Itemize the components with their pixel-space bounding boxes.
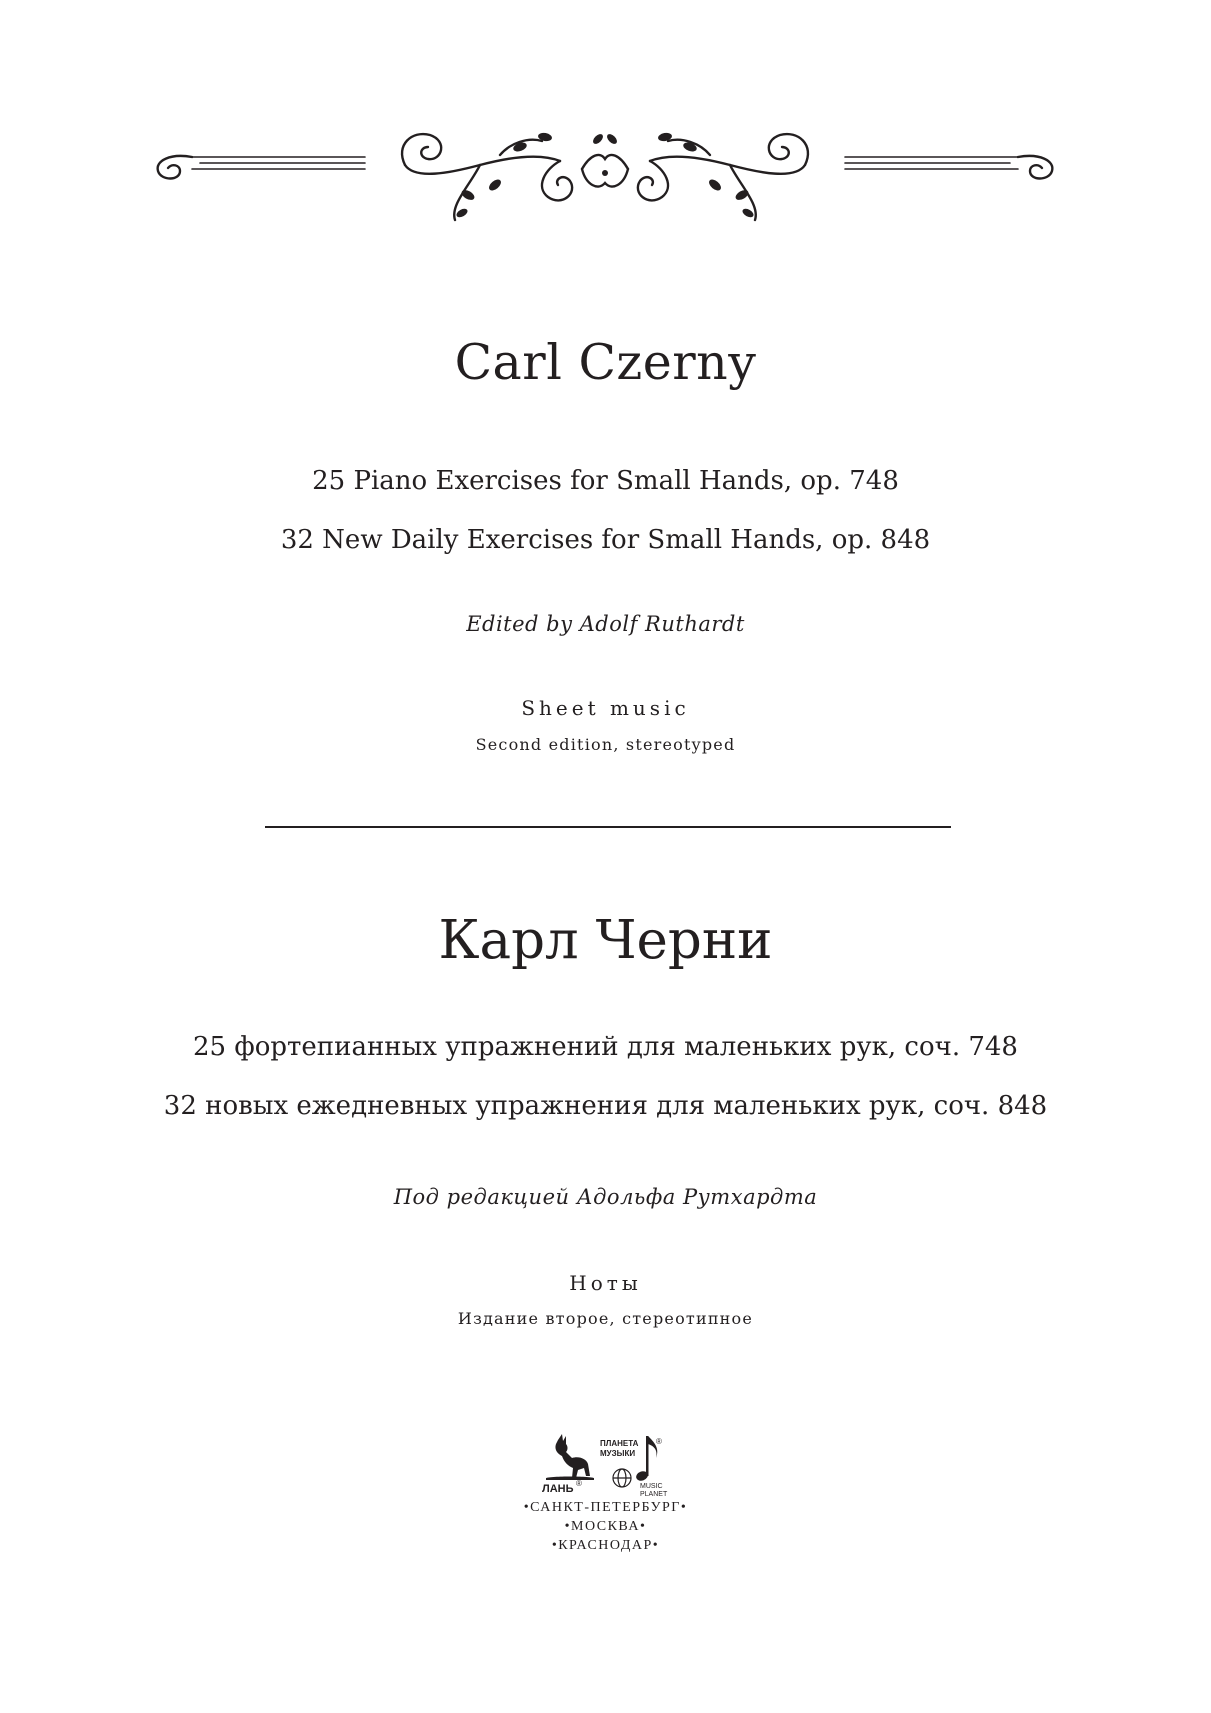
logo-music-text: MUSIC bbox=[640, 1483, 663, 1490]
section-divider bbox=[265, 826, 951, 828]
logo-lan-text: ЛАНЬ bbox=[542, 1483, 574, 1495]
deer-icon bbox=[546, 1434, 594, 1480]
publication-type-english: Sheet music bbox=[521, 696, 690, 720]
publisher-city-moscow: •МОСКВА• bbox=[564, 1519, 647, 1534]
globe-icon bbox=[613, 1469, 631, 1487]
logo-planet-text: PLANET bbox=[640, 1491, 668, 1498]
decorative-ornament bbox=[150, 125, 1060, 235]
publication-type-russian: Ноты bbox=[569, 1271, 642, 1295]
author-name-english: Carl Czerny bbox=[454, 334, 757, 391]
work-title-op848-english: 32 New Daily Exercises for Small Hands, op. 848 bbox=[280, 525, 931, 555]
work-title-op748-russian: 25 фортепианных упражнений для маленьких рук, соч. 748 bbox=[193, 1032, 1018, 1062]
work-title-op748-english: 25 Piano Exercises for Small Hands, op. 748 bbox=[312, 466, 899, 496]
publisher-logo bbox=[538, 1432, 674, 1500]
publisher-city-saint-petersburg: •САНКТ-ПЕТЕРБУРГ• bbox=[523, 1500, 688, 1515]
registered-mark-left: ® bbox=[576, 1479, 582, 1488]
logo-planet-line-2: МУЗЫКИ bbox=[600, 1449, 636, 1458]
publisher-city-krasnodar: •КРАСНОДАР• bbox=[551, 1538, 660, 1553]
work-title-op848-russian: 32 новых ежедневных упражнения для маленьких рук, соч. 848 bbox=[163, 1091, 1048, 1121]
logo-planet-line-1: ПЛАНЕТА bbox=[600, 1439, 639, 1448]
edition-note-russian: Издание второе, стереотипное bbox=[457, 1309, 754, 1328]
editor-credit-russian: Под редакцией Адольфа Рутхардта bbox=[393, 1185, 818, 1209]
registered-mark-right: ® bbox=[656, 1437, 662, 1446]
edition-note-english: Second edition, stereotyped bbox=[475, 735, 736, 754]
editor-credit-english: Edited by Adolf Ruthardt bbox=[466, 612, 745, 636]
author-name-russian: Карл Черни bbox=[438, 910, 773, 971]
